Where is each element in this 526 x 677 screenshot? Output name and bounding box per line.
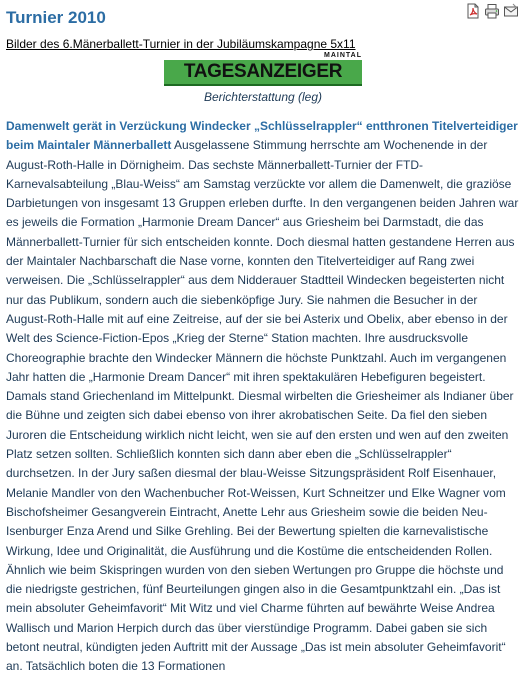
image-caption: Berichterstattung (leg) xyxy=(203,90,323,104)
article-body xyxy=(6,117,520,677)
article-text: Ausgelassene Stimmung herrschte am Wochenende in der August-Roth-Halle in Dörnigheim. Das sechste Männerballett-Turnier der FTD-Karnevalsabteilung „Blau-Weiss“ am Samstag verzückte vor allem die Damenwelt, die graziöse Darbietungen von insgesamt 13 Gruppen erleben durfte. In den vergangenen beiden Jahren war es jeweils die Formation „Harmonie Dream Dancer“ aus Griesheim bei Darmstadt, die das Männerballett-Turnier für sich entscheiden konnte. Doch diesmal hatten gestandene Herren aus der Maintaler Nachbarschaft die Nase vorne, konnten den Titelverteidiger auf Rang zwei verweisen. Die „Schlüsselrappler“ aus dem Nidderauer Stadtteil Windecken begeisterten nicht nur das Publikum, sondern auch die siebenköpfige Jury. Sie nahmen die Besucher in der August-Roth-Halle mit auf eine Zeitreise, auf der sie bei Asterix und Obelix, aber ebenso in der Welt des Science-Fiction-Epos „Krieg der Sterne“ Station machten. Ihre ausdrucksvolle Choreographie brachte den Windecker Männern die höchste Punktzahl. Auch im vergangenen Jahr hatten die „Harmonie Dream Dancer“ mit ihren spektakulären Hebefiguren begeistert. Damals stand Griechenland im Mittelpunkt. Diesmal wirbelten die Griesheimer als Indianer über die Bühne und zeigten sich dabei ebenso von ihrer akrobatischen Seite. Da fiel den sieben Juroren die Entscheidung wirklich nicht leicht, wen sie auf den ersten und wen auf den zweiten Platz setzen sollten. Schließlich konnten sich dann aber eben die „Schlüsselrappler“ durchsetzen. In der Jury saßen diesmal der blau-Weisse Sitzungspräsident Rolf Eisenhauer, Melanie Mandler von den Wachenbucher Rot-Weissen, Kurt Schneitzer und Elke Wagner vom Bischofsheimer Gesangverein Eintracht, Anette Lehr aus Griesheim sowie die beiden Neu-Isenburger Enza Arend und Silke Grehling. Bei der Bewertung spielten die karnevalistische Wirkung, Idee und Originalität, die Ausführung und die Kostüme die entscheidenden Rollen. Ähnlich wie beim Skispringen wurden von den sieben Wertungen pro Gruppe die höchste und die niedrigste gestrichen, fünf Beurteilungen gingen also in die Gesamtpunktzahl ein. „Das ist mein absoluter Geheimfavorit“ Mit Witz und viel Charme führten auf bewährte Weise Andrea Wallisch und Marion Herpich durch das über vierstündige Programm. Dabei gaben sie sich betont neutral, kündigten jeden Auftritt mit der Aussage „Das ist mein absoluter Geheimfavorit“ an. Tatsächlich boten die 13 Formationen xyxy=(6,138,519,674)
email-icon[interactable] xyxy=(503,3,519,19)
article-tools xyxy=(465,3,519,19)
pdf-icon[interactable] xyxy=(465,3,481,19)
print-icon[interactable] xyxy=(484,3,500,19)
logo-maintal-text: MAINTAL xyxy=(324,52,362,59)
gallery-link[interactable]: Bilder des 6.Mänerballett-Turnier in der Jubiläumskampagne 5x11 xyxy=(6,37,356,51)
tagesanzeiger-logo xyxy=(160,53,368,87)
article-lead: Damenwelt gerät in Verzückung Windecker „Schlüsselrappler“ entthronen Titelverteidiger beim Maintaler Männerballett xyxy=(6,119,518,153)
page-title: Turnier 2010 xyxy=(6,8,106,27)
logo-name-text: TAGESANZEIGER xyxy=(183,61,343,82)
